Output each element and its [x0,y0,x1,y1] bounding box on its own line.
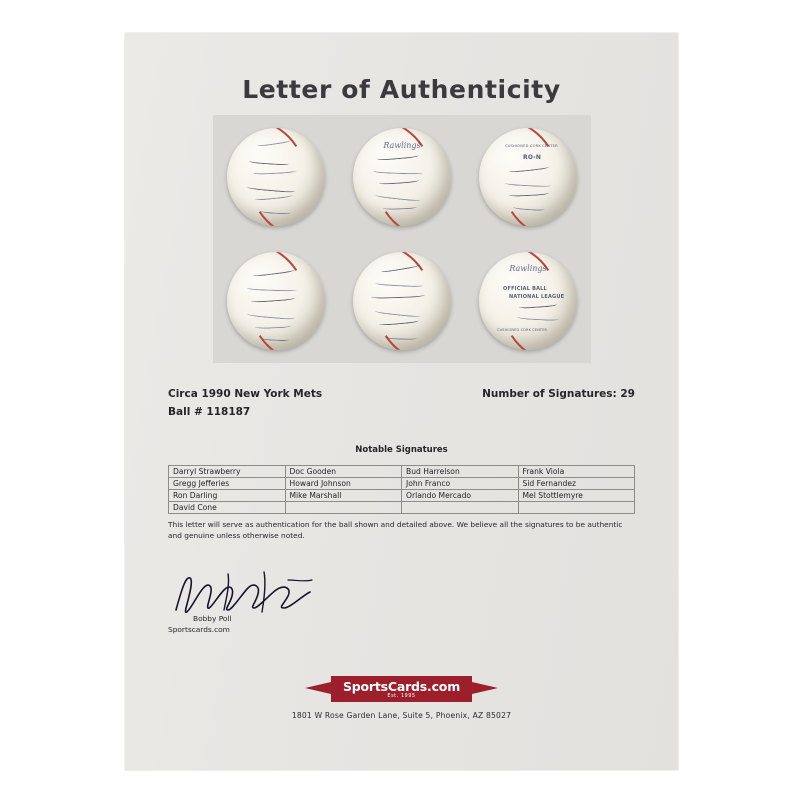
signature-cell: Mike Marshall [285,490,402,502]
ball-number: Ball # 118187 [168,406,251,418]
page-title: Letter of Authenticity [242,75,561,104]
logo-wing-left-icon [305,682,331,694]
baseball [479,128,577,226]
signature-block [168,566,388,636]
signature-cell: Darryl Strawberry [169,466,286,478]
signature-count: Number of Signatures: 29 [482,388,635,400]
ball-code-stamp: RO-N [523,154,542,161]
logo-wing-right-icon [472,682,498,694]
signature-cell [518,502,635,514]
rawlings-logo: Rawlings [509,264,547,273]
baseball-cell [213,115,339,239]
sportscards-logo [331,676,472,702]
signature-cell: Sid Fernandez [518,478,635,490]
item-info-row [168,388,635,400]
signature-cell: Bud Harrelson [402,466,519,478]
signature-cell [285,502,402,514]
ball-stamp-league: NATIONAL LEAGUE [509,294,565,300]
baseball-cell [339,115,465,239]
brand-name: SportsCards.com [342,679,461,694]
signature-cell: Orlando Mercado [402,490,519,502]
item-description: Circa 1990 New York Mets [168,388,323,400]
rawlings-logo: Rawlings [383,141,421,150]
table-row [169,466,635,478]
baseball-grid [213,115,591,363]
baseball [353,128,451,226]
baseball [353,252,451,350]
notable-signatures-table [168,465,635,514]
baseball-cell [465,115,591,239]
baseball [479,252,577,350]
baseball-photo [213,115,591,363]
signature-cell: Ron Darling [169,490,286,502]
ball-stamp: CUSHIONED CORK CENTER [505,144,558,148]
disclaimer-text: This letter will serve as authentication for the ball shown and detailed above. We believe all the signatures to be authentic and genuine unless otherwise noted. [168,520,623,540]
signature-cell: Frank Viola [518,466,635,478]
signer-name: Bobby Poll [193,614,232,623]
notable-signatures-heading: Notable Signatures [355,445,448,455]
signature-cell: Doc Gooden [285,466,402,478]
table-row [169,478,635,490]
company-address: 1801 W Rose Garden Lane, Suite 5, Phoenix, AZ 85027 [291,711,512,720]
signature-cell: Gregg Jefferies [169,478,286,490]
baseball [227,128,325,226]
signature-cell [402,502,519,514]
baseball [227,252,325,350]
baseball-cell [339,239,465,363]
signature-cell: David Cone [169,502,286,514]
table-row [169,502,635,514]
baseball-cell [213,239,339,363]
signature-cell: Mel Stottlemyre [518,490,635,502]
baseball-cell [465,239,591,363]
table-row [169,490,635,502]
footer [125,676,678,720]
signature-cell: John Franco [402,478,519,490]
ball-stamp-cork: CUSHIONED CORK CENTER [497,328,548,332]
established-label: Est. 1995 [387,693,416,699]
signature-cell: Howard Johnson [285,478,402,490]
ball-stamp-official: OFFICIAL BALL [503,286,547,292]
authenticity-letter-sheet [125,33,678,770]
signer-company: Sportscards.com [168,625,230,634]
